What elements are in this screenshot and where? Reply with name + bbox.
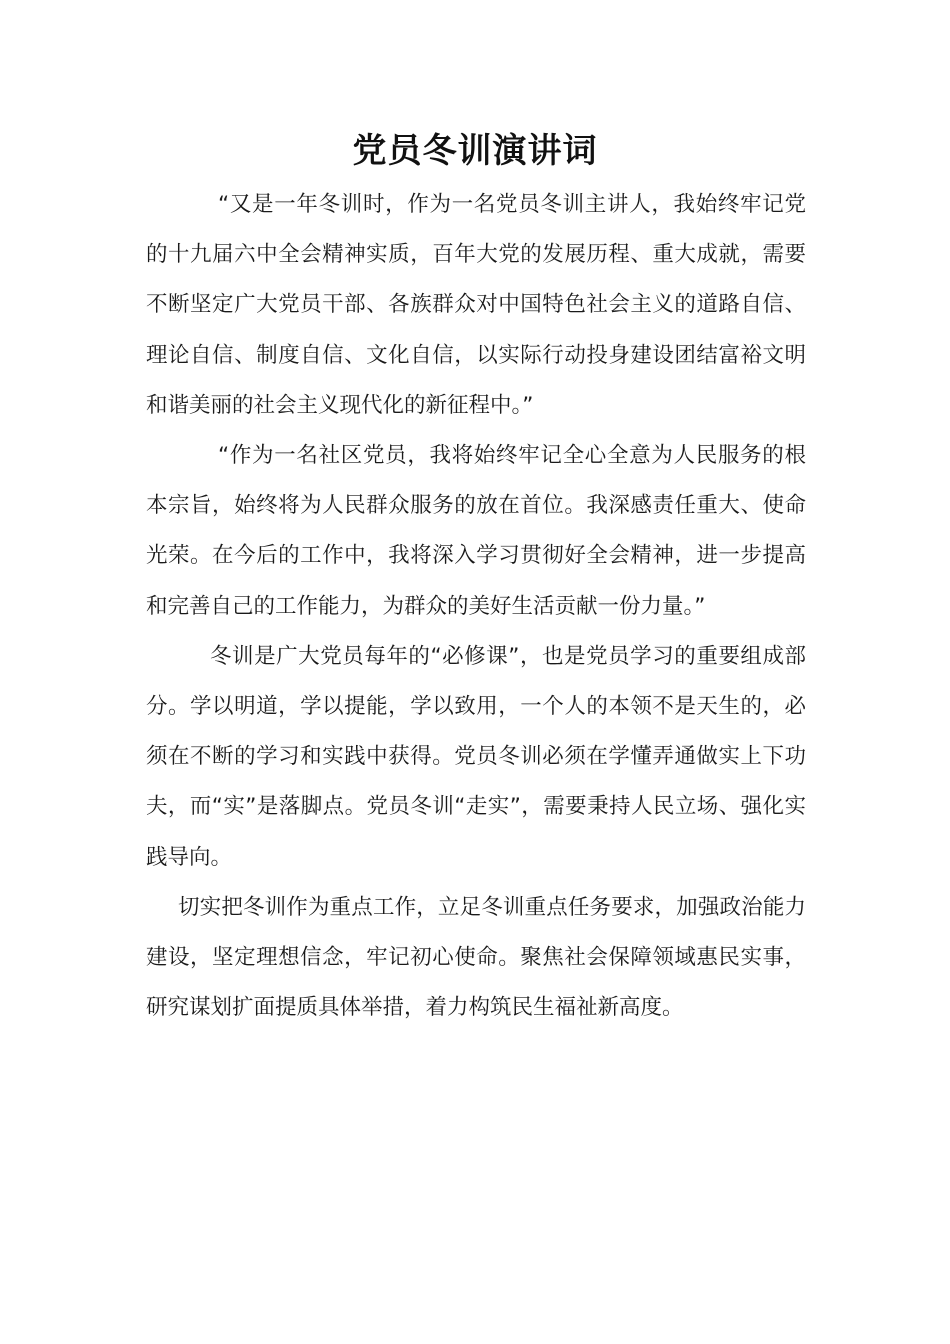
paragraph-1: “又是一年冬训时，作为一名党员冬训主讲人，我始终牢记党的十九届六中全会精神实质，百年大党的发展历程、重大成就，需要不断坚定广大党员干部、各族群众对中国特色社会主义的道路自信、理论自信、制度自信、文化自信，以实际行动投身建设团结富裕文明和谐美丽的社会主义现代化的新征程中。” [146, 192, 806, 418]
paragraph-3: 冬训是广大党员每年的“必修课”，也是党员学习的重要组成部分。学以明道，学以提能，学以致用，一个人的本领不是天生的，必须在不断的学习和实践中获得。党员冬训必须在学懂弄通做实上下功夫，而“实”是落脚点。党员冬训“走实”，需要秉持人民立场、强化实践导向。 [146, 643, 806, 870]
document-title: 党员冬训演讲词 [352, 131, 598, 171]
paragraph-4: 切实把冬训作为重点工作，立足冬训重点任务要求，加强政治能力建设，坚定理想信念，牢记初心使命。聚焦社会保障领域惠民实事，研究谋划扩面提质具体举措，着力构筑民生福祉新高度。 [146, 894, 806, 1021]
paragraph-2: “作为一名社区党员，我将始终牢记全心全意为人民服务的根本宗旨，始终将为人民群众服务的放在首位。我深感责任重大、使命光荣。在今后的工作中，我将深入学习贯彻好全会精神，进一步提高和完善自己的工作能力，为群众的美好生活贡献一份力量。” [146, 443, 806, 619]
document-body [146, 180, 806, 1033]
